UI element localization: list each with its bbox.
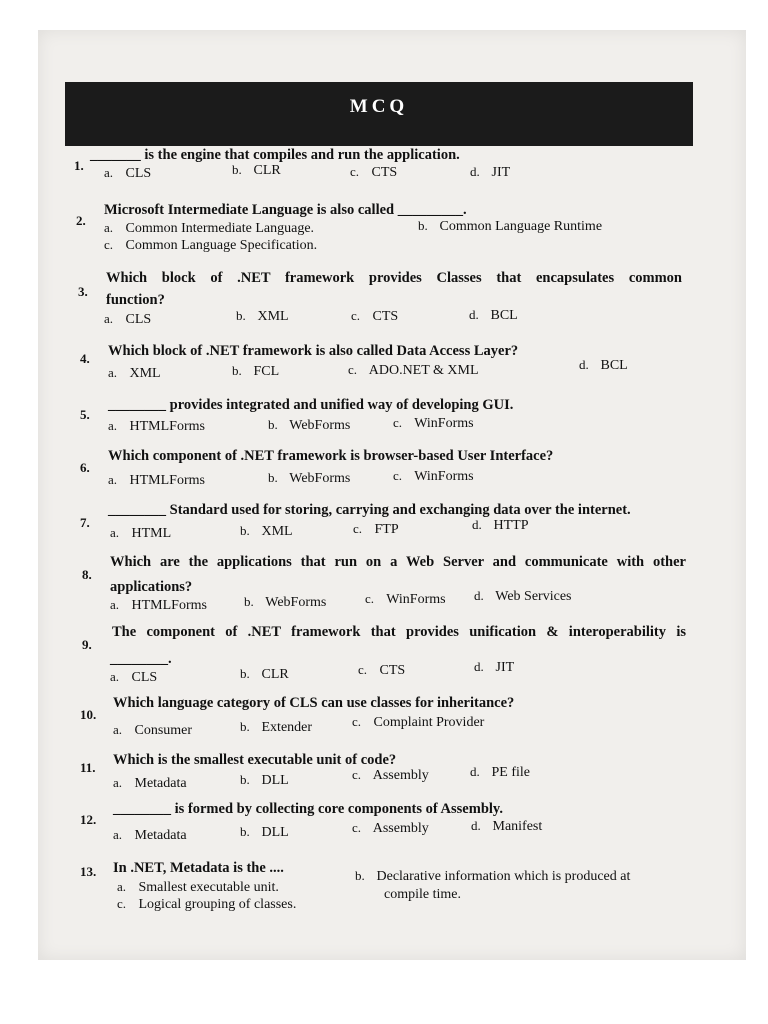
option-letter: c. <box>350 164 360 179</box>
option-a[interactable] <box>110 525 171 542</box>
option-letter: c. <box>393 415 403 430</box>
option-text: WebForms <box>265 595 327 610</box>
option-text: WebForms <box>289 418 351 433</box>
option-c[interactable] <box>393 415 474 432</box>
question-stem: Which block of .NET framework is also called Data Access Layer? <box>108 343 519 359</box>
question-number: 3. <box>78 284 88 299</box>
option-b[interactable] <box>240 772 289 789</box>
option-a[interactable] <box>110 597 207 614</box>
option-text: HTTP <box>493 518 529 533</box>
option-text: XML <box>129 366 161 381</box>
option-letter: c. <box>352 767 362 782</box>
mcq-banner <box>65 82 693 146</box>
option-c[interactable] <box>104 237 317 254</box>
option-b[interactable] <box>240 719 312 736</box>
option-a[interactable] <box>104 311 151 328</box>
option-c[interactable] <box>352 820 429 837</box>
option-d[interactable] <box>472 517 529 534</box>
option-letter: b. <box>240 719 250 734</box>
option-a[interactable] <box>108 365 161 382</box>
option-text: BCL <box>490 308 518 323</box>
option-d[interactable] <box>471 818 542 835</box>
option-d[interactable] <box>470 764 530 781</box>
option-text: XML <box>261 524 293 539</box>
option-letter: c. <box>348 362 358 377</box>
option-a[interactable] <box>108 418 205 435</box>
option-letter: a. <box>110 669 120 684</box>
option-letter: a. <box>110 597 120 612</box>
option-text: JIT <box>495 660 515 675</box>
option-b[interactable] <box>268 417 350 434</box>
option-letter: b. <box>240 666 250 681</box>
option-text: JIT <box>491 165 511 180</box>
option-text: Metadata <box>134 828 187 843</box>
question-number: 11. <box>80 760 96 775</box>
option-b[interactable] <box>355 868 630 885</box>
option-text: Common Intermediate Language. <box>125 221 315 236</box>
option-text: CTS <box>372 309 399 324</box>
option-text: Smallest executable unit. <box>138 880 279 895</box>
option-letter: d. <box>469 307 479 322</box>
option-letter: b. <box>240 824 250 839</box>
option-letter: c. <box>104 237 114 252</box>
option-text: CLR <box>253 163 281 178</box>
option-letter: b. <box>232 162 242 177</box>
option-letter: c. <box>358 662 368 677</box>
option-a[interactable] <box>117 879 279 896</box>
option-letter: d. <box>470 764 480 779</box>
option-letter: b. <box>418 218 428 233</box>
option-text: HTML <box>131 526 172 541</box>
option-letter: b. <box>268 417 278 432</box>
question-stem: _______ is the engine that compiles and run the application. <box>90 147 460 163</box>
banner-title: MCQ <box>349 96 409 117</box>
option-letter: d. <box>474 588 484 603</box>
option-d[interactable] <box>474 659 514 676</box>
question-stem: The component of .NET framework that provides unification & interoperability is <box>112 624 686 640</box>
question-number: 2. <box>76 213 86 228</box>
option-b[interactable] <box>240 824 289 841</box>
option-letter: a. <box>108 472 118 487</box>
option-a[interactable] <box>104 220 314 237</box>
question-stem: ________ provides integrated and unified way of developing GUI. <box>108 397 514 413</box>
question-number: 1. <box>74 158 84 173</box>
option-b[interactable] <box>232 162 281 179</box>
option-b[interactable] <box>240 666 289 683</box>
question-stem-continued: function? <box>106 292 165 308</box>
option-letter: a. <box>104 311 114 326</box>
option-letter: b. <box>240 772 250 787</box>
option-letter: c. <box>393 468 403 483</box>
option-text: Complaint Provider <box>373 715 485 730</box>
question-stem-continued: ________. <box>110 651 172 667</box>
option-b[interactable] <box>240 523 293 540</box>
option-letter: a. <box>104 165 114 180</box>
option-b[interactable] <box>232 363 279 380</box>
question-stem-continued: applications? <box>110 579 193 595</box>
option-letter: d. <box>471 818 481 833</box>
option-text: Manifest <box>492 819 543 834</box>
option-a[interactable] <box>113 722 192 739</box>
option-c[interactable] <box>393 468 474 485</box>
question-stem: Which are the applications that run on a Web Server and communicate with other <box>110 554 686 570</box>
option-c[interactable] <box>117 896 296 913</box>
option-c[interactable] <box>350 164 397 181</box>
option-c[interactable] <box>352 767 429 784</box>
option-text: Assembly <box>372 821 429 836</box>
option-text: HTMLForms <box>129 419 205 434</box>
option-letter: b. <box>244 594 254 609</box>
option-b[interactable] <box>418 218 602 235</box>
option-text: DLL <box>261 825 289 840</box>
option-letter: b. <box>240 523 250 538</box>
option-a[interactable] <box>110 669 157 686</box>
option-text: CLR <box>261 667 289 682</box>
option-text: Logical grouping of classes. <box>138 897 297 912</box>
option-text: PE file <box>491 765 530 780</box>
question-stem: Which component of .NET framework is browser-based User Interface? <box>108 448 554 464</box>
option-c[interactable] <box>351 308 398 325</box>
option-text: WinForms <box>414 416 474 431</box>
option-text: WebForms <box>289 471 351 486</box>
option-text: XML <box>257 309 289 324</box>
option-text: CTS <box>371 165 398 180</box>
option-letter: a. <box>113 827 123 842</box>
option-letter: a. <box>108 418 118 433</box>
option-b[interactable] <box>244 594 326 611</box>
option-letter: b. <box>268 470 278 485</box>
option-text: Assembly <box>372 768 429 783</box>
option-letter: d. <box>472 517 482 532</box>
option-letter: a. <box>113 722 123 737</box>
option-text: Common Language Specification. <box>125 238 318 253</box>
question-stem: Microsoft Intermediate Language is also called _________. <box>104 202 467 218</box>
option-letter: d. <box>474 659 484 674</box>
option-letter: a. <box>110 525 120 540</box>
option-text: CLS <box>125 312 152 327</box>
question-number: 9. <box>82 637 92 652</box>
option-a[interactable] <box>113 827 187 844</box>
option-letter: a. <box>104 220 114 235</box>
option-c[interactable] <box>352 714 484 731</box>
option-d[interactable] <box>474 588 571 605</box>
option-text: Extender <box>261 720 313 735</box>
question-number: 8. <box>82 567 92 582</box>
option-c[interactable] <box>365 591 446 608</box>
option-text: DLL <box>261 773 289 788</box>
option-text: Metadata <box>134 776 187 791</box>
option-d[interactable] <box>579 357 628 374</box>
option-d[interactable] <box>469 307 518 324</box>
option-text: FCL <box>253 364 280 379</box>
option-text: Declarative information which is produced at <box>376 869 631 884</box>
option-text: CLS <box>131 670 158 685</box>
option-letter: b. <box>236 308 246 323</box>
option-a[interactable] <box>113 775 187 792</box>
question-stem: In .NET, Metadata is the .... <box>113 860 284 876</box>
option-text: FTP <box>374 522 399 537</box>
option-letter: d. <box>579 357 589 372</box>
option-letter: d. <box>470 164 480 179</box>
question-stem: ________ is formed by collecting core components of Assembly. <box>113 801 503 817</box>
option-a[interactable] <box>104 165 151 182</box>
option-c[interactable] <box>358 662 405 679</box>
question-stem: Which language category of CLS can use classes for inheritance? <box>113 695 515 711</box>
option-d[interactable] <box>470 164 510 181</box>
option-text: CTS <box>379 663 406 678</box>
option-text: BCL <box>600 358 628 373</box>
option-letter: a. <box>113 775 123 790</box>
question-number: 12. <box>80 812 97 827</box>
option-b[interactable] <box>236 308 289 325</box>
question-stem: ________ Standard used for storing, carrying and exchanging data over the internet. <box>108 502 631 518</box>
question-number: 4. <box>80 351 90 366</box>
question-number: 5. <box>80 407 90 422</box>
option-letter: c. <box>352 714 362 729</box>
option-letter: c. <box>365 591 375 606</box>
option-text: CLS <box>125 166 152 181</box>
question-number: 13. <box>80 864 97 879</box>
option-c[interactable] <box>348 362 479 379</box>
option-letter: c. <box>353 521 363 536</box>
option-letter: b. <box>355 868 365 883</box>
question-number: 6. <box>80 460 90 475</box>
option-text: ADO.NET & XML <box>368 363 479 378</box>
option-text: Common Language Runtime <box>439 219 603 234</box>
option-text: HTMLForms <box>129 473 205 488</box>
option-text: Web Services <box>495 589 572 604</box>
question-stem: Which is the smallest executable unit of code? <box>113 752 397 768</box>
option-c[interactable] <box>353 521 399 538</box>
option-text: Consumer <box>134 723 193 738</box>
option-letter: c. <box>351 308 361 323</box>
question-number: 7. <box>80 515 90 530</box>
option-letter: c. <box>117 896 127 911</box>
option-letter: a. <box>108 365 118 380</box>
option-b-continued: compile time. <box>384 887 461 902</box>
option-text: WinForms <box>386 592 446 607</box>
option-text: HTMLForms <box>131 598 207 613</box>
question-number: 10. <box>80 707 97 722</box>
option-letter: b. <box>232 363 242 378</box>
option-text: WinForms <box>414 469 474 484</box>
option-a[interactable] <box>108 472 205 489</box>
option-letter: c. <box>352 820 362 835</box>
question-stem: Which block of .NET framework provides Classes that encapsulates common <box>106 270 682 286</box>
option-letter: a. <box>117 879 127 894</box>
option-b[interactable] <box>268 470 350 487</box>
